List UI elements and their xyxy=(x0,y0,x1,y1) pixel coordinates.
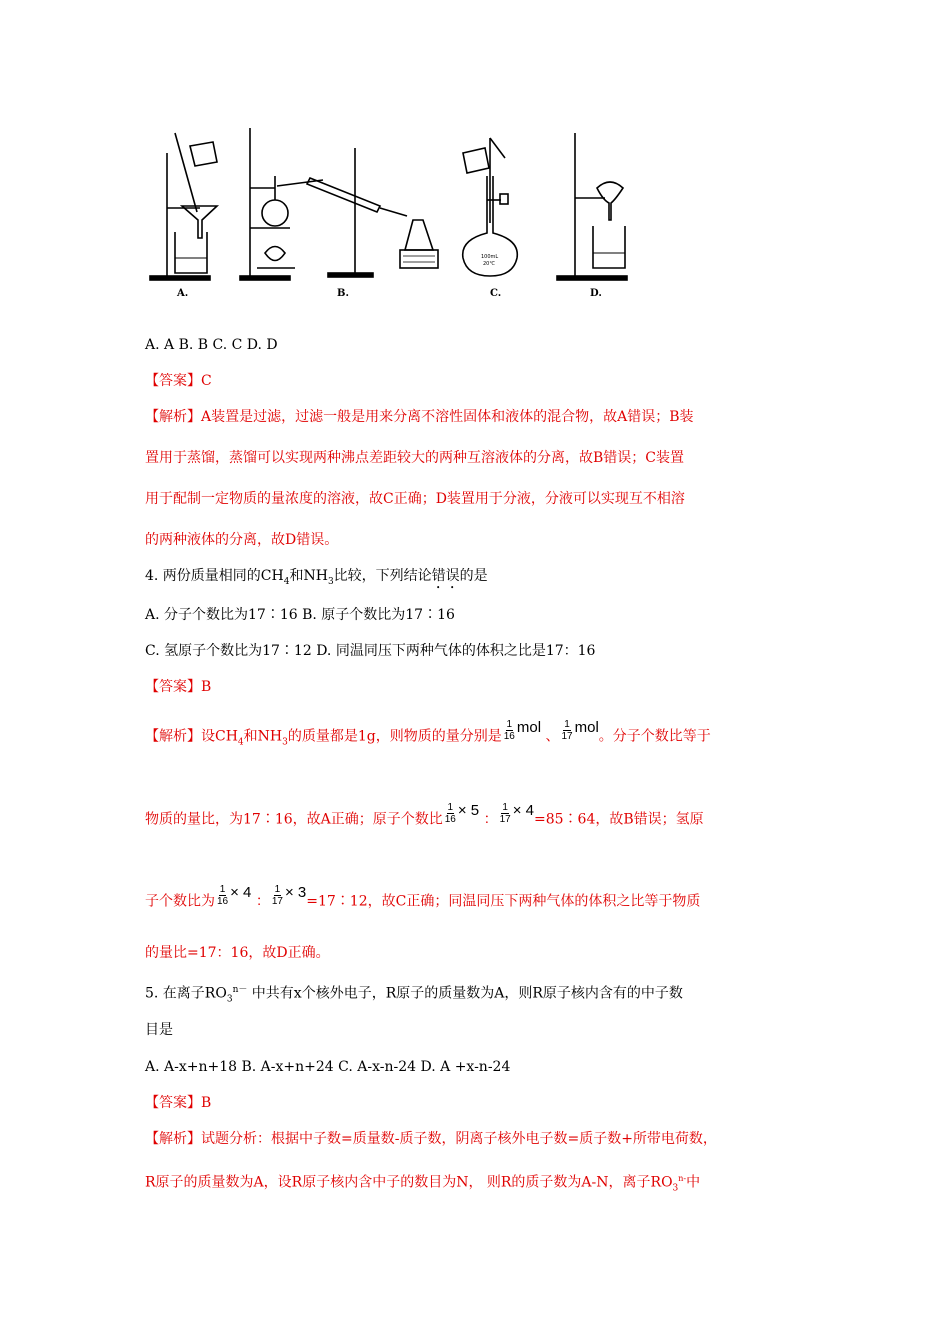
q5-stem: 5. 在离子$RO_3^{n-}$ 中共有x个核外电子，R原子的质量数为A，则R原子核内含有的中子数 xyxy=(145,985,683,1005)
answer-value: B xyxy=(201,679,212,695)
figure-label-a: A. xyxy=(177,288,189,299)
q4-analysis-line-4: 的量比=17：16，故D正确。 xyxy=(145,945,330,961)
q4-analysis-line-3: 子个数比为 $\frac{1}{16}$ × 4 ： $\frac{1}{17}$ × 3=17∶12，故C正确；同温同压下两种气体的体积之比等于物质 xyxy=(145,883,701,910)
answer-value: B xyxy=(201,1095,212,1111)
figure-label-d: D. xyxy=(590,288,602,299)
flask-temp-text: 20℃ xyxy=(483,261,495,267)
q3-options: A. A B. B C. C D. D xyxy=(145,337,278,353)
q3-analysis-line-3: 用于配制一定物质的量浓度的溶液，故C正确；D装置用于分液，分液可以实现互不相溶 xyxy=(145,491,685,507)
analysis-label: 【解析】 xyxy=(145,1131,201,1147)
q5-analysis-line-2: R原子的质量数为A，设R原子核内含中子的数目为N， 则R的质子数为A-N，离子$RO_3^{n-}$中 xyxy=(145,1174,701,1194)
q5-options: A. A-x+n+18 B. A-x+n+24 C. A-x-n-24 D. A +x-n-24 xyxy=(145,1059,511,1075)
apparatus-a-filtration xyxy=(150,133,217,280)
analysis-label: 【解析】 xyxy=(145,728,201,745)
q3-analysis-line-4: 的两种液体的分离，故D错误。 xyxy=(145,532,339,548)
apparatus-b-distillation xyxy=(240,128,438,280)
answer-label: 【答案】 xyxy=(145,373,201,389)
q3-answer xyxy=(145,371,212,391)
fraction-1-17: $\frac{1}{17}$ xyxy=(561,719,573,742)
q4-options-cd: C. 氢原子个数比为17∶12 D. 同温同压下两种气体的体积之比是17：16 xyxy=(145,643,596,659)
q5-analysis-line-1: 【解析】试题分析：根据中子数=质量数-质子数，阴离子核外电子数=质子数+所带电荷数， xyxy=(145,1131,717,1147)
emphasis-wrong: 错误 xyxy=(431,568,460,584)
answer-value: C xyxy=(201,373,212,389)
q4-analysis-line-1: 【解析】设$CH_4$和$NH_3$的质量都是1g，则物质的量分别是 $\frac{1}{16}$ mol 、 $\frac{1}{17}$ mol。分子个数比等于 xyxy=(145,718,711,748)
flask-volume-text: 100mL xyxy=(481,254,499,260)
answer-label: 【答案】 xyxy=(145,679,201,695)
figure-label-b: B. xyxy=(337,288,349,299)
q4-stem: 4. 两份质量相同的$CH_4$和$NH_3$比较，下列结论错误的是 xyxy=(145,568,488,587)
q3-analysis-line-1: 【解析】A装置是过滤，过滤一般是用来分离不溶性固体和液体的混合物，故A错误；B装 xyxy=(145,409,694,425)
fraction-1-16: $\frac{1}{16}$ xyxy=(217,884,229,907)
q4-answer xyxy=(145,677,211,697)
fraction-1-17: $\frac{1}{17}$ xyxy=(499,802,511,825)
answer-label: 【答案】 xyxy=(145,1095,201,1111)
fraction-1-17: $\frac{1}{17}$ xyxy=(271,884,283,907)
q3-analysis-line-2: 置用于蒸馏，蒸馏可以实现两种沸点差距较大的两种互溶液体的分离，故B错误；C装置 xyxy=(145,450,684,466)
lab-apparatus-figure xyxy=(145,128,665,303)
fraction-1-16: $\frac{1}{16}$ xyxy=(503,719,515,742)
q4-analysis-line-2: 物质的量比，为17∶16，故A正确；原子个数比 $\frac{1}{16}$ × 5 ： $\frac{1}{17}$ × 4=85∶64，故B错误；氢原 xyxy=(145,801,704,828)
fraction-1-16: $\frac{1}{16}$ xyxy=(444,802,456,825)
q5-answer xyxy=(145,1093,211,1113)
q4-options-ab: A. 分子个数比为17∶16 B. 原子个数比为17∶16 xyxy=(145,607,455,623)
q5-stem-line-2: 目是 xyxy=(145,1022,173,1038)
analysis-label: 【解析】 xyxy=(145,409,201,425)
apparatus-d-separatory-funnel xyxy=(557,133,627,280)
figure-label-c: C. xyxy=(490,288,502,299)
